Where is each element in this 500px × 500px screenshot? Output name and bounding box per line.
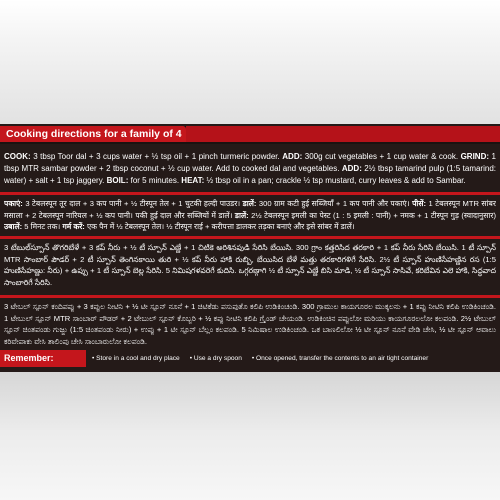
label-add2: ADD: bbox=[341, 164, 362, 174]
text-grind: 1 tbsp MTR sambar powder + 2 tbsp coconut + ½ cup water. Add to cooked dal and vegetables. bbox=[4, 152, 496, 174]
panel-title: Cooking directions for a family of 4 bbox=[0, 126, 186, 142]
text-add-hi: 300 ग्राम कटी हुई सब्जियाँ + 1 कप पानी और पकाएं। bbox=[258, 199, 410, 208]
divider-3 bbox=[0, 295, 500, 298]
remember-label: Remember: bbox=[0, 350, 86, 367]
label-add2-hi: डालें: bbox=[234, 210, 249, 220]
remember-item-container: • Once opened, transfer the contents to an air tight container bbox=[252, 355, 428, 362]
label-cook-hi: पकाएं: bbox=[4, 199, 23, 208]
label-heat-hi: गर्म करें: bbox=[62, 222, 85, 232]
divider-1 bbox=[0, 192, 500, 195]
package-bottom-band bbox=[0, 372, 500, 500]
text-add2-hi: 2½ टेबलस्पून इमली का पेस्ट (1 : 5 इमली : पानी) + नमक + 1 टीस्पून गुड़ (स्वादानुसार) bbox=[251, 210, 496, 220]
remember-item-storage: • Store in a cool and dry place bbox=[92, 355, 180, 362]
text-add2: 2½ tbsp tamarind pulp (1:5 tamarind: water) + salt + 1 tsp jaggery. bbox=[4, 164, 496, 186]
label-add: ADD: bbox=[282, 152, 303, 161]
label-add-hi: डालें: bbox=[242, 199, 257, 208]
text-boil: for 5 minutes. bbox=[130, 176, 180, 186]
text-heat-hi: एक पैन में ½ टेबलस्पून तेल। ½ टीस्पून राई + करीपत्ता डालकर तड़का बनाएं और इसे सांबर में डालें। bbox=[86, 222, 355, 232]
text-boil-hi: 5 मिनट तक। bbox=[24, 222, 61, 232]
cooking-directions-panel bbox=[0, 124, 500, 372]
text-add: 300g cut vegetables + 1 cup water & cook. bbox=[304, 152, 459, 161]
label-grind-hi: पीसें: bbox=[412, 199, 427, 208]
label-grind: GRIND: bbox=[460, 152, 490, 161]
regional-directions-1: 3 టేబుల్‌స్పూన్ తొగరిబేళే + 3 కప్ నీరు + ½ టీ స్పూన్ ఎణ్ణే + 1 చిటికె అరిశినపుడి సేరిసి బేయిసి. 300 గ్రాం కత్తరిసిద తరకారి + 1 కప్ నీరు సేరిసి బేయిసి. 1 టీ స్పూన్ MTR సాంబార్ పౌడర్ + 2 టీ స్పూన్ తెంగినకాయి తురి + ½ కప్ నీరు హాకి రుబ్బి, బేయిసిద బేళే మత్తు తరకారిగళిగే సేరిసి. 2½ టీ స్పూన్ హుణిసేహణ్ణిన రస (1:5 హుణిసేహణ్ణు: నీరు) + ఉప్పు + 1 టీ స్పూన్ బెల్ల సేరిసి. 5 నిమిషగళవరెగే కుదిసి. ఒగ్గరణ్గాగి ½ టీ స్పూన్ ఎణ్ణే బిసి మాడి, ½ టీ స్పూన్ సాసివే, కరిబేవిన ఎలె హాకి, సిద్ధవాద సాంబారిగే సేరిసి. bbox=[4, 243, 496, 287]
text-cook: 3 tbsp Toor dal + 3 cups water + ½ tsp oil + 1 pinch turmeric powder. bbox=[33, 152, 280, 161]
regional-directions-2: 3 ಟೇಬಲ್ ಸ್ಪೂನ್ ಕಂದಿಪಪ್ಪು + 3 ಕಪ್ಪುಲ ನೀಟಿನಿ + ½ ಟೀ ಸ್ಪೂನ್ ನೂನೆ + 1 ಚಿಟಿಕೆಡು ಪಸುಪುತೊ ಕಲಿಪಿ ಉಡಿಕಿಂಚಂಡಿ. 300 ಗ್ರಾಮುಲ ಕಾಯಗೂರಲ ಮುಕ್ಕಲನು + 1 ಕಪ್ಪು ನೀಟಿನಿ ಕಲಿಪಿ ಉಡಿಕಿಂಚಂಡಿ. 1 ಟೇಬುಲ್ ಸ್ಪೂನ್ MTR ಸಾಂಬಾರ್ ಪೌಡರ್ + 2 ಟೇಬುಲ್ ಸ್ಪೂನ್ ಕೊಬ್ಬರಿ + ½ ಕಪ್ಪು ನೀಟಿನಿ ಕಲಿಪಿ ಗ್ರೈಂಡ್ ಚೇಯಂಡಿ. ಉಡಿಕಿಂಚಿನ ಪಪ್ಪುಲೋ ಮರಿಯು ಕಾಯಗೂರಲಲೋ ಕಲಪಂಡಿ. 2½ ಟೇಬುಲ್ ಸ್ಪೂನ್ ಚಿಂತಪಂಡು ಗುಜ್ಜು (1:5 ಚಿಂತಪಂಡು ನೀರು) + ಉಪ್ಪು + 1 ಟೀ ಸ್ಪೂನ್ ಬೆಲ್ಲಂ ಕಲಪಂಡಿ. 5 ನಿಮಿಷಾಲ ಉಡಿಕಿಂಚಂಡಿ. ಒಕ ಬಾಣಲಿಲೋ ½ ಟೀ ಸ್ಪೂನ್ ನೂನೆ ವೇಡಿ ಚೇಸಿ, ½ ಟೀ ಸ್ಪೂನ್ ಆವಾಲು ಕರಿವೇಪಾಕು ವೇಸಿ ತಾಲಿಂಪು ಚೇಸಿ ಸಾಂಬಾರುಲೋ ಕಲಪಂಡಿ. bbox=[4, 302, 496, 346]
remember-item-spoon: • Use a dry spoon bbox=[190, 355, 242, 362]
label-heat: HEAT: bbox=[181, 176, 205, 186]
text-grind-hi: 1 टेबलस्पून MTR सांबर मसाला + 2 टेबलस्पून नारियल + ½ कप पानी। पकी हुई दाल और सब्जियों में डालें। bbox=[4, 199, 496, 220]
label-boil-hi: उबालें: bbox=[4, 222, 23, 232]
text-cook-hi: 3 टेबलस्पून तूर दाल + 3 कप पानी + ½ टीस्पून तेल + 1 चुटकी हल्दी पाउडर। bbox=[25, 199, 241, 208]
title-bar-accent bbox=[186, 126, 500, 142]
text-heat: ½ tbsp oil in a pan; crackle ½ tsp mustard, curry leaves & add to Sambar. bbox=[206, 176, 466, 186]
label-cook: COOK: bbox=[4, 152, 31, 161]
remember-items bbox=[92, 350, 496, 367]
label-boil: BOIL: bbox=[106, 176, 129, 186]
remember-row bbox=[0, 346, 500, 372]
package-top-band bbox=[0, 0, 500, 124]
divider-2 bbox=[0, 236, 500, 239]
